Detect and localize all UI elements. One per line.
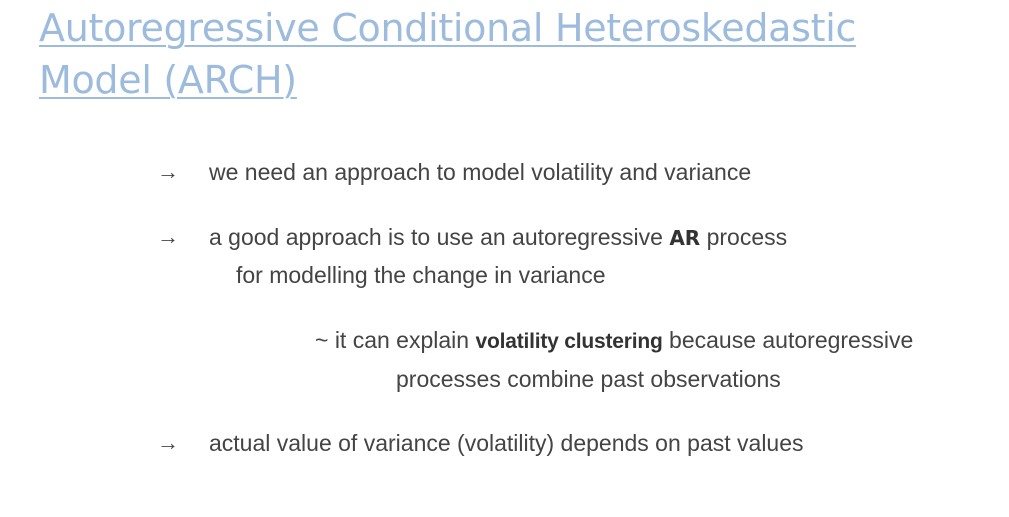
bullet-ar-approach-continuation: for modelling the change in variance bbox=[236, 262, 606, 288]
volatility-clustering-emphasis: volatility clustering bbox=[475, 330, 663, 353]
bullet-variance-past-values: actual value of variance (volatility) depends on past values bbox=[209, 430, 804, 456]
ar-emphasis: AR bbox=[669, 226, 701, 250]
sub-point-volatility-clustering bbox=[315, 326, 913, 356]
sub-point-continuation: processes combine past observations bbox=[396, 366, 781, 392]
bullet-ar-approach bbox=[209, 223, 787, 252]
slide-title-line-1: Autoregressive Conditional Heteroskedastic bbox=[39, 6, 857, 50]
slide-title-line-2: Model (ARCH) bbox=[39, 58, 297, 102]
arrow-right-icon: → bbox=[157, 224, 179, 249]
arrow-right-icon: → bbox=[157, 159, 179, 184]
bullet-ar-text-post: process bbox=[700, 224, 788, 250]
sub-point-text-post: because autoregressive bbox=[662, 327, 914, 353]
bullet-volatility-approach: we need an approach to model volatility and variance bbox=[209, 159, 752, 185]
sub-point-text-pre: ~ it can explain bbox=[315, 327, 476, 353]
bullet-ar-text-pre: a good approach is to use an autoregressive bbox=[209, 224, 670, 250]
arrow-right-icon: → bbox=[157, 430, 179, 455]
slide-title bbox=[39, 2, 979, 106]
